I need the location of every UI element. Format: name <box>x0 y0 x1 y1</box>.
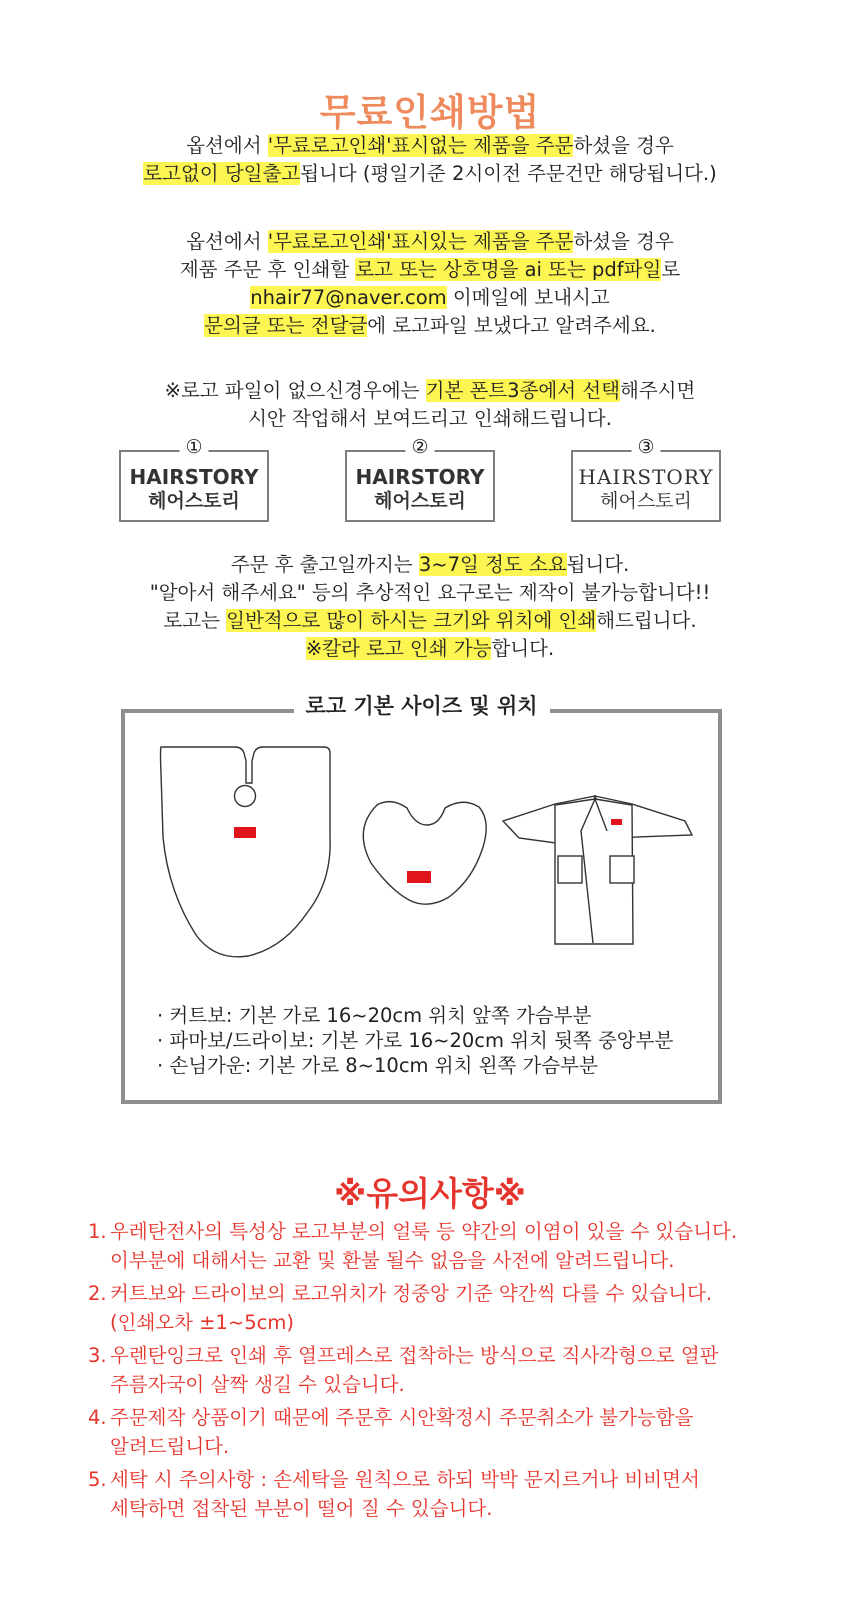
sample-korean: 헤어스토리 <box>600 490 692 512</box>
text-line <box>0 377 860 405</box>
highlighted-text: 로고 또는 상호명을 ai 또는 pdf파일 <box>355 258 662 281</box>
item-number: 4. <box>88 1406 107 1429</box>
text: 로 <box>661 258 681 281</box>
sample-english: HAIRSTORY <box>129 465 259 489</box>
highlighted-text: 3~7일 정도 소요 <box>418 553 567 576</box>
text-line <box>0 284 860 312</box>
page-title: 무료인쇄방법 <box>319 91 541 134</box>
section-no-file <box>0 377 860 433</box>
font-sample-1 <box>119 436 269 522</box>
item-number: 2. <box>88 1282 107 1305</box>
sample-number: ① <box>179 437 208 457</box>
text: 제품 주문 후 인쇄할 <box>179 258 356 281</box>
list-item <box>88 1403 788 1461</box>
item-number: 5. <box>88 1468 107 1491</box>
sample-number: ② <box>405 437 434 457</box>
text-line <box>0 132 860 160</box>
sample-korean: 헤어스토리 <box>374 490 466 512</box>
item-line: 주문제작 상품이기 때문에 주문후 시안확정시 주문취소가 불가능함을 <box>110 1406 694 1429</box>
cutting-cape-icon <box>161 747 331 957</box>
text: 주문 후 출고일까지는 <box>230 553 419 576</box>
text-line <box>0 551 860 579</box>
text: 됩니다. <box>566 553 630 576</box>
text: 해드립니다. <box>596 609 697 632</box>
text: 됩니다 (평일기준 2시이전 주문건만 해당됩니다.) <box>300 162 717 185</box>
item-line: 주름자국이 살짝 생길 수 있습니다. <box>110 1373 405 1396</box>
highlighted-text: 문의글 또는 전달글 <box>204 314 368 337</box>
logo-mark <box>611 819 622 825</box>
customer-gown-icon <box>503 796 692 944</box>
font-sample-2 <box>345 436 495 522</box>
item-line: 우레탄전사의 특성상 로고부분의 얼룩 등 약간의 이염이 있을 수 있습니다. <box>110 1220 738 1243</box>
text: ※로고 파일이 없으신경우에는 <box>164 379 426 402</box>
highlighted-text: 기본 폰트3종에서 선택 <box>425 379 620 402</box>
text-line <box>0 160 860 188</box>
sample-korean: 헤어스토리 <box>148 490 240 512</box>
item-line: 우렌탄잉크로 인쇄 후 열프레스로 접착하는 방식으로 직사각형으로 열판 <box>110 1344 719 1367</box>
item-number: 1. <box>88 1220 107 1243</box>
item-line: 커트보와 드라이보의 로고위치가 정중앙 기준 약간씩 다를 수 있습니다. <box>110 1282 713 1305</box>
size-guide-list <box>157 1003 673 1078</box>
font-sample-3 <box>571 436 721 522</box>
highlighted-text: 일반적으로 많이 하시는 크기와 위치에 인쇄 <box>226 609 597 632</box>
notice-title: ※유의사항※ <box>334 1174 526 1213</box>
logo-size-panel <box>121 694 722 1104</box>
email-link[interactable]: nhair77@naver.com <box>250 286 447 309</box>
item-line: (인쇄오차 ±1~5cm) <box>110 1311 294 1334</box>
text-line: 시안 작업해서 보여드리고 인쇄해드립니다. <box>248 407 612 430</box>
list-item: · 커트보: 기본 가로 16~20cm 위치 앞쪽 가슴부분 <box>157 1004 592 1027</box>
text: 해주시면 <box>619 379 696 402</box>
item-line: 세탁하면 접착된 부분이 떨어 질 수 있습니다. <box>110 1497 493 1520</box>
text: 하셨을 경우 <box>573 230 674 253</box>
list-item <box>88 1341 788 1399</box>
list-item: · 파마보/드라이보: 기본 가로 16~20cm 위치 뒷쪽 중앙부분 <box>157 1029 674 1052</box>
logo-mark <box>407 871 431 883</box>
section-with-logo <box>0 228 860 340</box>
panel-title: 로고 기본 사이즈 및 위치 <box>293 691 549 721</box>
item-number: 3. <box>88 1344 107 1367</box>
text: 하셨을 경우 <box>573 134 674 157</box>
text-line <box>0 228 860 256</box>
text-line: "알아서 해주세요" 등의 추상적인 요구로는 제작이 불가능합니다!! <box>149 581 711 604</box>
text-line <box>0 635 860 663</box>
text-line <box>0 312 860 340</box>
highlighted-text: ※칼라 로고 인쇄 가능 <box>305 637 492 660</box>
highlighted-text: 로고없이 당일출고 <box>143 162 301 185</box>
text: 로고는 <box>163 609 227 632</box>
item-line: 알려드립니다. <box>110 1435 230 1458</box>
text: 에 로고파일 보냈다고 알려주세요. <box>367 314 656 337</box>
text: 옵션에서 <box>186 134 268 157</box>
highlighted-text: '무료로고인쇄'표시있는 제품을 주문 <box>267 230 574 253</box>
sample-english: HAIRSTORY <box>578 465 714 489</box>
logo-mark <box>234 827 256 838</box>
list-item <box>88 1279 788 1337</box>
text-line <box>0 256 860 284</box>
list-item <box>88 1217 788 1275</box>
notice-list <box>88 1217 788 1527</box>
highlighted-text: '무료로고인쇄'표시없는 제품을 주문 <box>267 134 574 157</box>
item-line: 세탁 시 주의사항 : 손세탁을 원칙으로 하되 박박 문지르거나 비비면서 <box>110 1468 700 1491</box>
perm-cape-icon <box>363 802 486 905</box>
sample-number: ③ <box>631 437 660 457</box>
list-item: · 손님가운: 기본 가로 8~10cm 위치 왼쪽 가슴부분 <box>157 1054 598 1077</box>
sample-english: HAIRSTORY <box>355 465 485 489</box>
text: 이메일에 보내시고 <box>446 286 610 309</box>
section-no-logo <box>0 132 860 188</box>
text-line <box>0 607 860 635</box>
text: 옵션에서 <box>186 230 268 253</box>
text: 합니다. <box>491 637 555 660</box>
item-line: 이부분에 대해서는 교환 및 환불 될수 없음을 사전에 알려드립니다. <box>110 1249 675 1272</box>
section-shipping <box>0 551 860 663</box>
font-samples <box>0 436 860 524</box>
list-item <box>88 1465 788 1523</box>
